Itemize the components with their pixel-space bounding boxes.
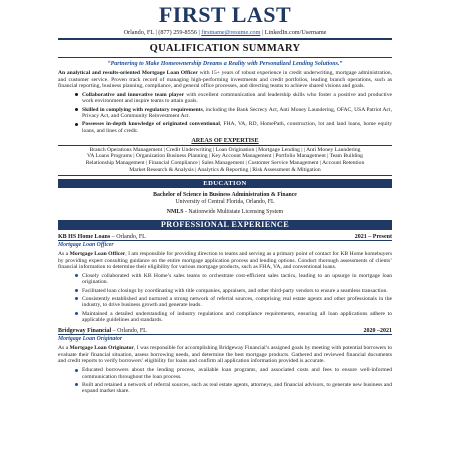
experience-heading: PROFESSIONAL EXPERIENCE bbox=[58, 220, 392, 230]
bullet-dot-icon bbox=[75, 123, 78, 126]
bullet-dot-icon bbox=[75, 297, 78, 300]
bullet-dot-icon bbox=[75, 93, 78, 96]
job-summary: As a Mortgage Loan Officer, I am responsible for providing direction to teams and serving as a primary point of contact for KB Home homebuyers by providing expert consulting guidance on the entire mortgage application process and lending options. Conduct thorough assessments of clients’ financial information to determine their eligibility for various mortgage products, such as FHA, VA, and conventional loans. bbox=[58, 251, 393, 271]
job-bullets bbox=[58, 273, 392, 324]
email-link[interactable]: firstname@resume.com bbox=[201, 29, 261, 36]
job-company: Bridgeway Financial – Orlando, FL bbox=[58, 327, 147, 334]
bullet-dot-icon bbox=[75, 289, 78, 292]
education-heading: EDUCATION bbox=[58, 179, 392, 188]
list-item: Maintained a detailed understanding of industry regulations and compliance requirements, ensuring all loan applications adhere to applicable guidelines and standards. bbox=[82, 311, 392, 324]
bullet-dot-icon bbox=[75, 274, 78, 277]
contact-line bbox=[58, 29, 392, 36]
list-item: Collaborative and innovative team player with excellent communication and leadership skills who foster a positive and productive work environment and inspire teams to attain goals. bbox=[82, 92, 392, 105]
summary-body: with 15+ years of robust experience in credit underwriting, mortgage administration, and customer service. Proven track record of managing high-performing investments and credit portfolios, leading branch operations, such as financial reporting, business planning, compliance, and general office processes, and directing teams to achieve shared visions and goals. bbox=[58, 70, 392, 90]
summary-tagline: “Partnering to Make Homeownership Dreams a Reality with Personalized Lending Solutions.” bbox=[107, 61, 343, 67]
summary-lead: An analytical and results-oriented Mortgage Loan Officer bbox=[58, 70, 198, 76]
contact-linkedin: | LinkedIn.com/Username bbox=[261, 29, 327, 36]
list-item: Consistently established and nurtured a strong network of referral sources, comprising real estate agents and other professionals in the industry, to drive business growth and generate leads. bbox=[82, 296, 392, 309]
job-dates: 2020 –2021 bbox=[363, 327, 392, 334]
list-item: Facilitated loan closings by coordinating with title companies, appraisers, and other third-party vendors to ensure a seamless transaction. bbox=[82, 288, 392, 295]
header-divider bbox=[58, 38, 392, 40]
job-dates: 2021 – Present bbox=[354, 233, 392, 240]
list-item: Closely collaborated with KB Home’s sales teams to orchestrate cost-efficient sales tactics, leading to an upsurge in mortgage loan origination. bbox=[82, 273, 392, 286]
bullet-dot-icon bbox=[75, 108, 78, 111]
education-degree: Bachelor of Science in Business Administration & Finance bbox=[153, 192, 297, 199]
expertise-box bbox=[58, 145, 392, 177]
list-item: Educated borrowers about the lending process, available loan programs, and associated costs and fees to ensure well-informed communication throughout the loan process. bbox=[82, 367, 392, 380]
job-summary: As a Mortgage Loan Originator, I was responsible for accomplishing Bridgeway Financial’s assigned goals by meeting with potential borrowers to evaluate their financial situation, assess borrowing needs, and determine the best mortgage products. Gathered and reviewed financial documents and credit reports to verify borrowers’ eligibility for loans and confirm all application information provided is accurate. bbox=[58, 345, 392, 365]
bullet-dot-icon bbox=[75, 369, 78, 372]
bullet-dot-icon bbox=[75, 312, 78, 315]
summary-bullets bbox=[58, 92, 392, 135]
expertise-line: VA Loans Programs | Organization Business Planning | Key Account Management | Portfolio Management | Team Building bbox=[87, 153, 363, 160]
expertise-line: Market Research & Analysis | Analytics & Reporting | Risk Assessment & Mitigation bbox=[129, 167, 321, 174]
job-title: Mortgage Loan Officer bbox=[58, 242, 114, 249]
summary-paragraph bbox=[58, 70, 392, 90]
education-school: University of Central Florida, Orlando, FL bbox=[175, 198, 275, 205]
candidate-name: FIRST LAST bbox=[158, 2, 292, 27]
contact-location-phone: Orlando, FL | (877) 259-8556 | bbox=[123, 29, 200, 36]
job-header bbox=[58, 234, 392, 242]
summary-divider bbox=[58, 57, 392, 58]
bullet-dot-icon bbox=[75, 383, 78, 386]
list-item: Built and retained a network of referral sources, such as real estate agents, attorneys, and financial advisors, to generate new business and expand market share. bbox=[82, 382, 392, 395]
expertise-line: Relationship Management | Financial Compliance | Sales Management | Customer Service Management | Account Retention bbox=[85, 160, 365, 167]
education-license: NMLS - Nationwide Multistate Licensing System bbox=[166, 208, 284, 215]
job-bullets bbox=[58, 367, 392, 395]
list-item: Skilled in complying with regulatory requirements, including the Bank Secrecy Act, Anti Money Laundering, OFAC, USA Patriot Act, Privacy Act, and Community Reinvestment Act. bbox=[82, 107, 392, 120]
list-item: Possesses in-depth knowledge of originated conventional, FHA, VA, RD, HomePath, construction, lot and land loans, home equity loans, and lines of credit. bbox=[82, 121, 392, 134]
expertise-line: Branch Operations Management | Credit Underwriting | Loan Origination | Mortgage Lending | | Anti Money Laundering bbox=[89, 146, 361, 153]
summary-heading: QUALIFICATION SUMMARY bbox=[149, 43, 301, 54]
expertise-heading: AREAS OF EXPERTISE bbox=[191, 136, 259, 144]
job-company: KB HS Home Loans – Orlando, FL bbox=[58, 233, 146, 240]
job-header bbox=[58, 328, 392, 336]
job-title: Mortgage Loan Originator bbox=[58, 336, 123, 343]
